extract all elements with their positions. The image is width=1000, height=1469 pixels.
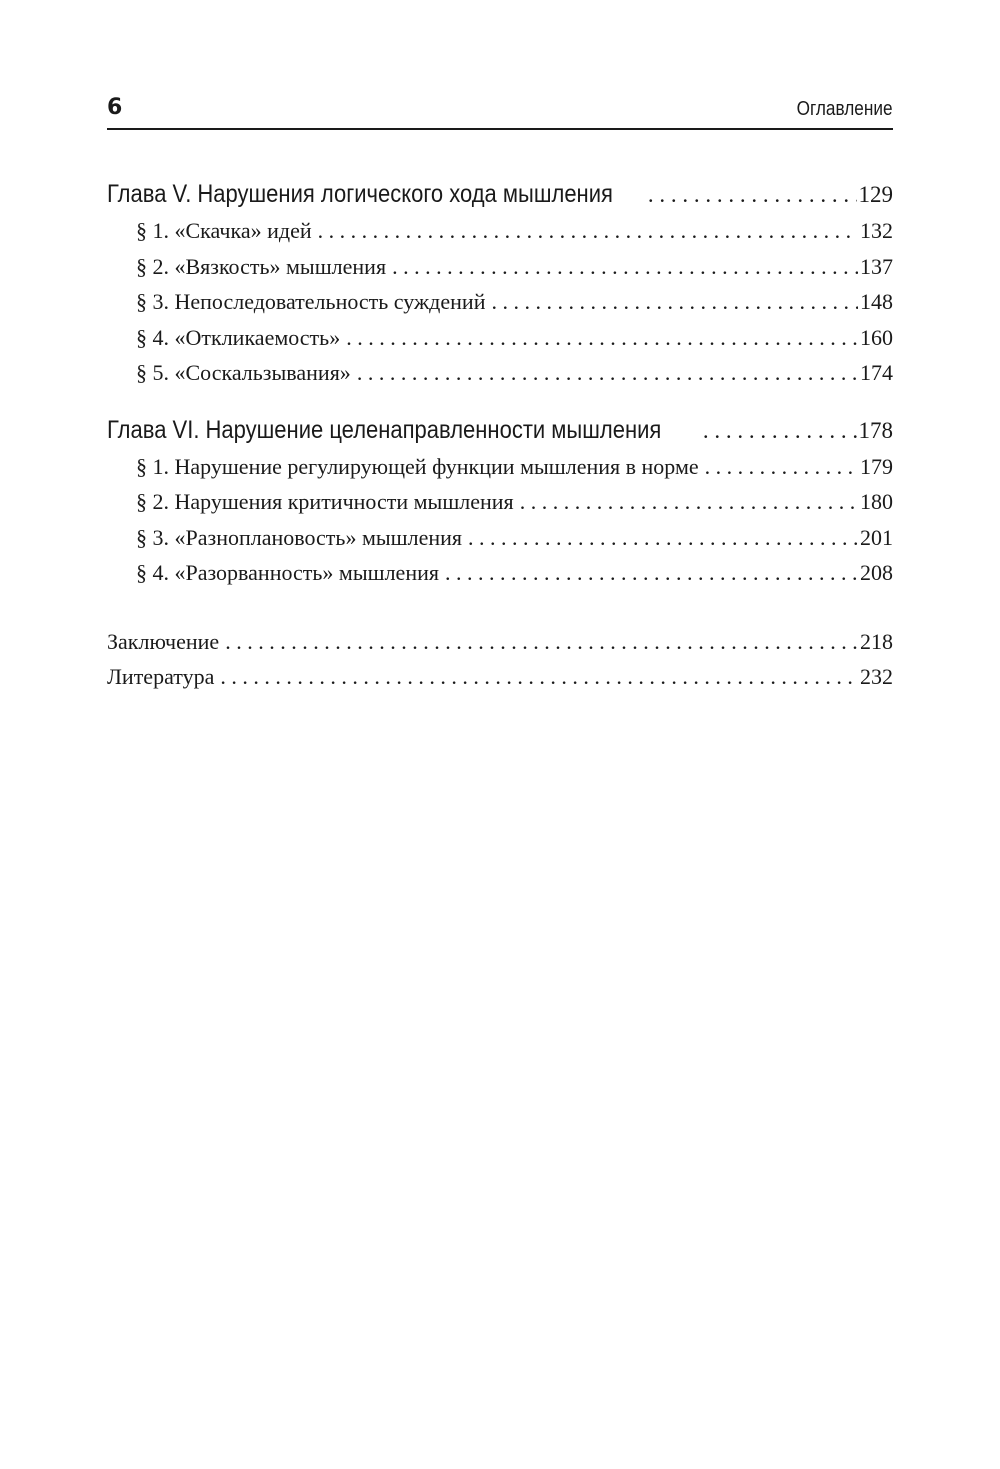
- dot-leader: [445, 555, 858, 591]
- dot-leader: [648, 176, 857, 213]
- toc-section-entry[interactable]: [107, 449, 893, 485]
- toc-entry-title: Заключение: [107, 628, 220, 654]
- toc-entry-title: Глава VI. Нарушение целенаправленности мышления: [107, 415, 662, 444]
- toc-entry-title: § 3. Непоследовательность суждений: [136, 289, 486, 314]
- dot-leader: [357, 355, 858, 391]
- dot-leader: [468, 520, 858, 556]
- toc-section-entry[interactable]: [107, 520, 893, 556]
- toc-chapter-6: [107, 411, 893, 591]
- toc-entry-page: 208: [860, 560, 893, 585]
- dot-leader: [220, 659, 858, 695]
- toc-section-entry[interactable]: [107, 355, 893, 391]
- toc-entry-page: 129: [858, 182, 893, 207]
- toc-entry-page: 218: [860, 628, 893, 654]
- toc-entry-title: § 3. «Разноплановость» мышления: [136, 524, 463, 550]
- toc-section-entry[interactable]: [107, 555, 893, 591]
- toc-literature-entry[interactable]: [107, 659, 893, 695]
- toc-section-entry[interactable]: [107, 484, 893, 520]
- toc-entry-page: 201: [860, 524, 893, 550]
- toc-entry-title: § 4. «Откликаемость»: [136, 324, 341, 350]
- dot-leader: [520, 484, 858, 520]
- toc-entry-title: § 2. «Вязкость» мышления: [136, 253, 387, 279]
- dot-leader: [491, 284, 858, 320]
- toc-entry-title: § 5. «Соскальзывания»: [136, 360, 351, 385]
- toc-entry-page: 180: [860, 489, 893, 514]
- toc-entry-title: § 4. «Разорванность» мышления: [136, 560, 439, 585]
- running-head: [107, 94, 893, 130]
- toc-entry-page: 160: [860, 324, 893, 350]
- toc-conclusion-entry[interactable]: [107, 624, 893, 660]
- running-title: Оглавление: [797, 98, 893, 120]
- toc-section-entry[interactable]: [107, 320, 893, 356]
- toc-section-entry[interactable]: [107, 284, 893, 320]
- toc-entry-title: § 1. Нарушение регулирующей функции мышления в норме: [136, 453, 699, 479]
- dot-leader: [392, 249, 858, 285]
- toc-chapter-entry[interactable]: [107, 175, 893, 213]
- toc-entry-title: § 2. Нарушения критичности мышления: [136, 489, 514, 514]
- toc-chapter-5: [107, 175, 893, 391]
- toc-chapter-entry[interactable]: [107, 411, 893, 449]
- toc-back-matter: [107, 624, 893, 695]
- toc-entry-title: § 1. «Скачка» идей: [136, 218, 312, 243]
- toc-entry-title: Глава V. Нарушения логического хода мышления: [107, 180, 613, 208]
- toc-entry-page: 179: [860, 453, 893, 479]
- toc-section-entry[interactable]: [107, 249, 893, 285]
- dot-leader: [225, 624, 858, 660]
- table-of-contents: [107, 175, 893, 695]
- dot-leader: [703, 412, 857, 449]
- toc-entry-page: 178: [858, 417, 893, 443]
- toc-section-entry[interactable]: [107, 213, 893, 249]
- toc-entry-page: 148: [860, 289, 893, 314]
- page-number: 6: [107, 95, 123, 120]
- dot-leader: [705, 449, 858, 485]
- toc-entry-page: 174: [860, 360, 893, 385]
- toc-entry-title: Литература: [107, 664, 215, 689]
- dot-leader: [346, 320, 858, 356]
- toc-entry-page: 137: [860, 253, 893, 279]
- toc-entry-page: 232: [860, 664, 893, 689]
- dot-leader: [318, 213, 858, 249]
- toc-entry-page: 132: [860, 218, 893, 243]
